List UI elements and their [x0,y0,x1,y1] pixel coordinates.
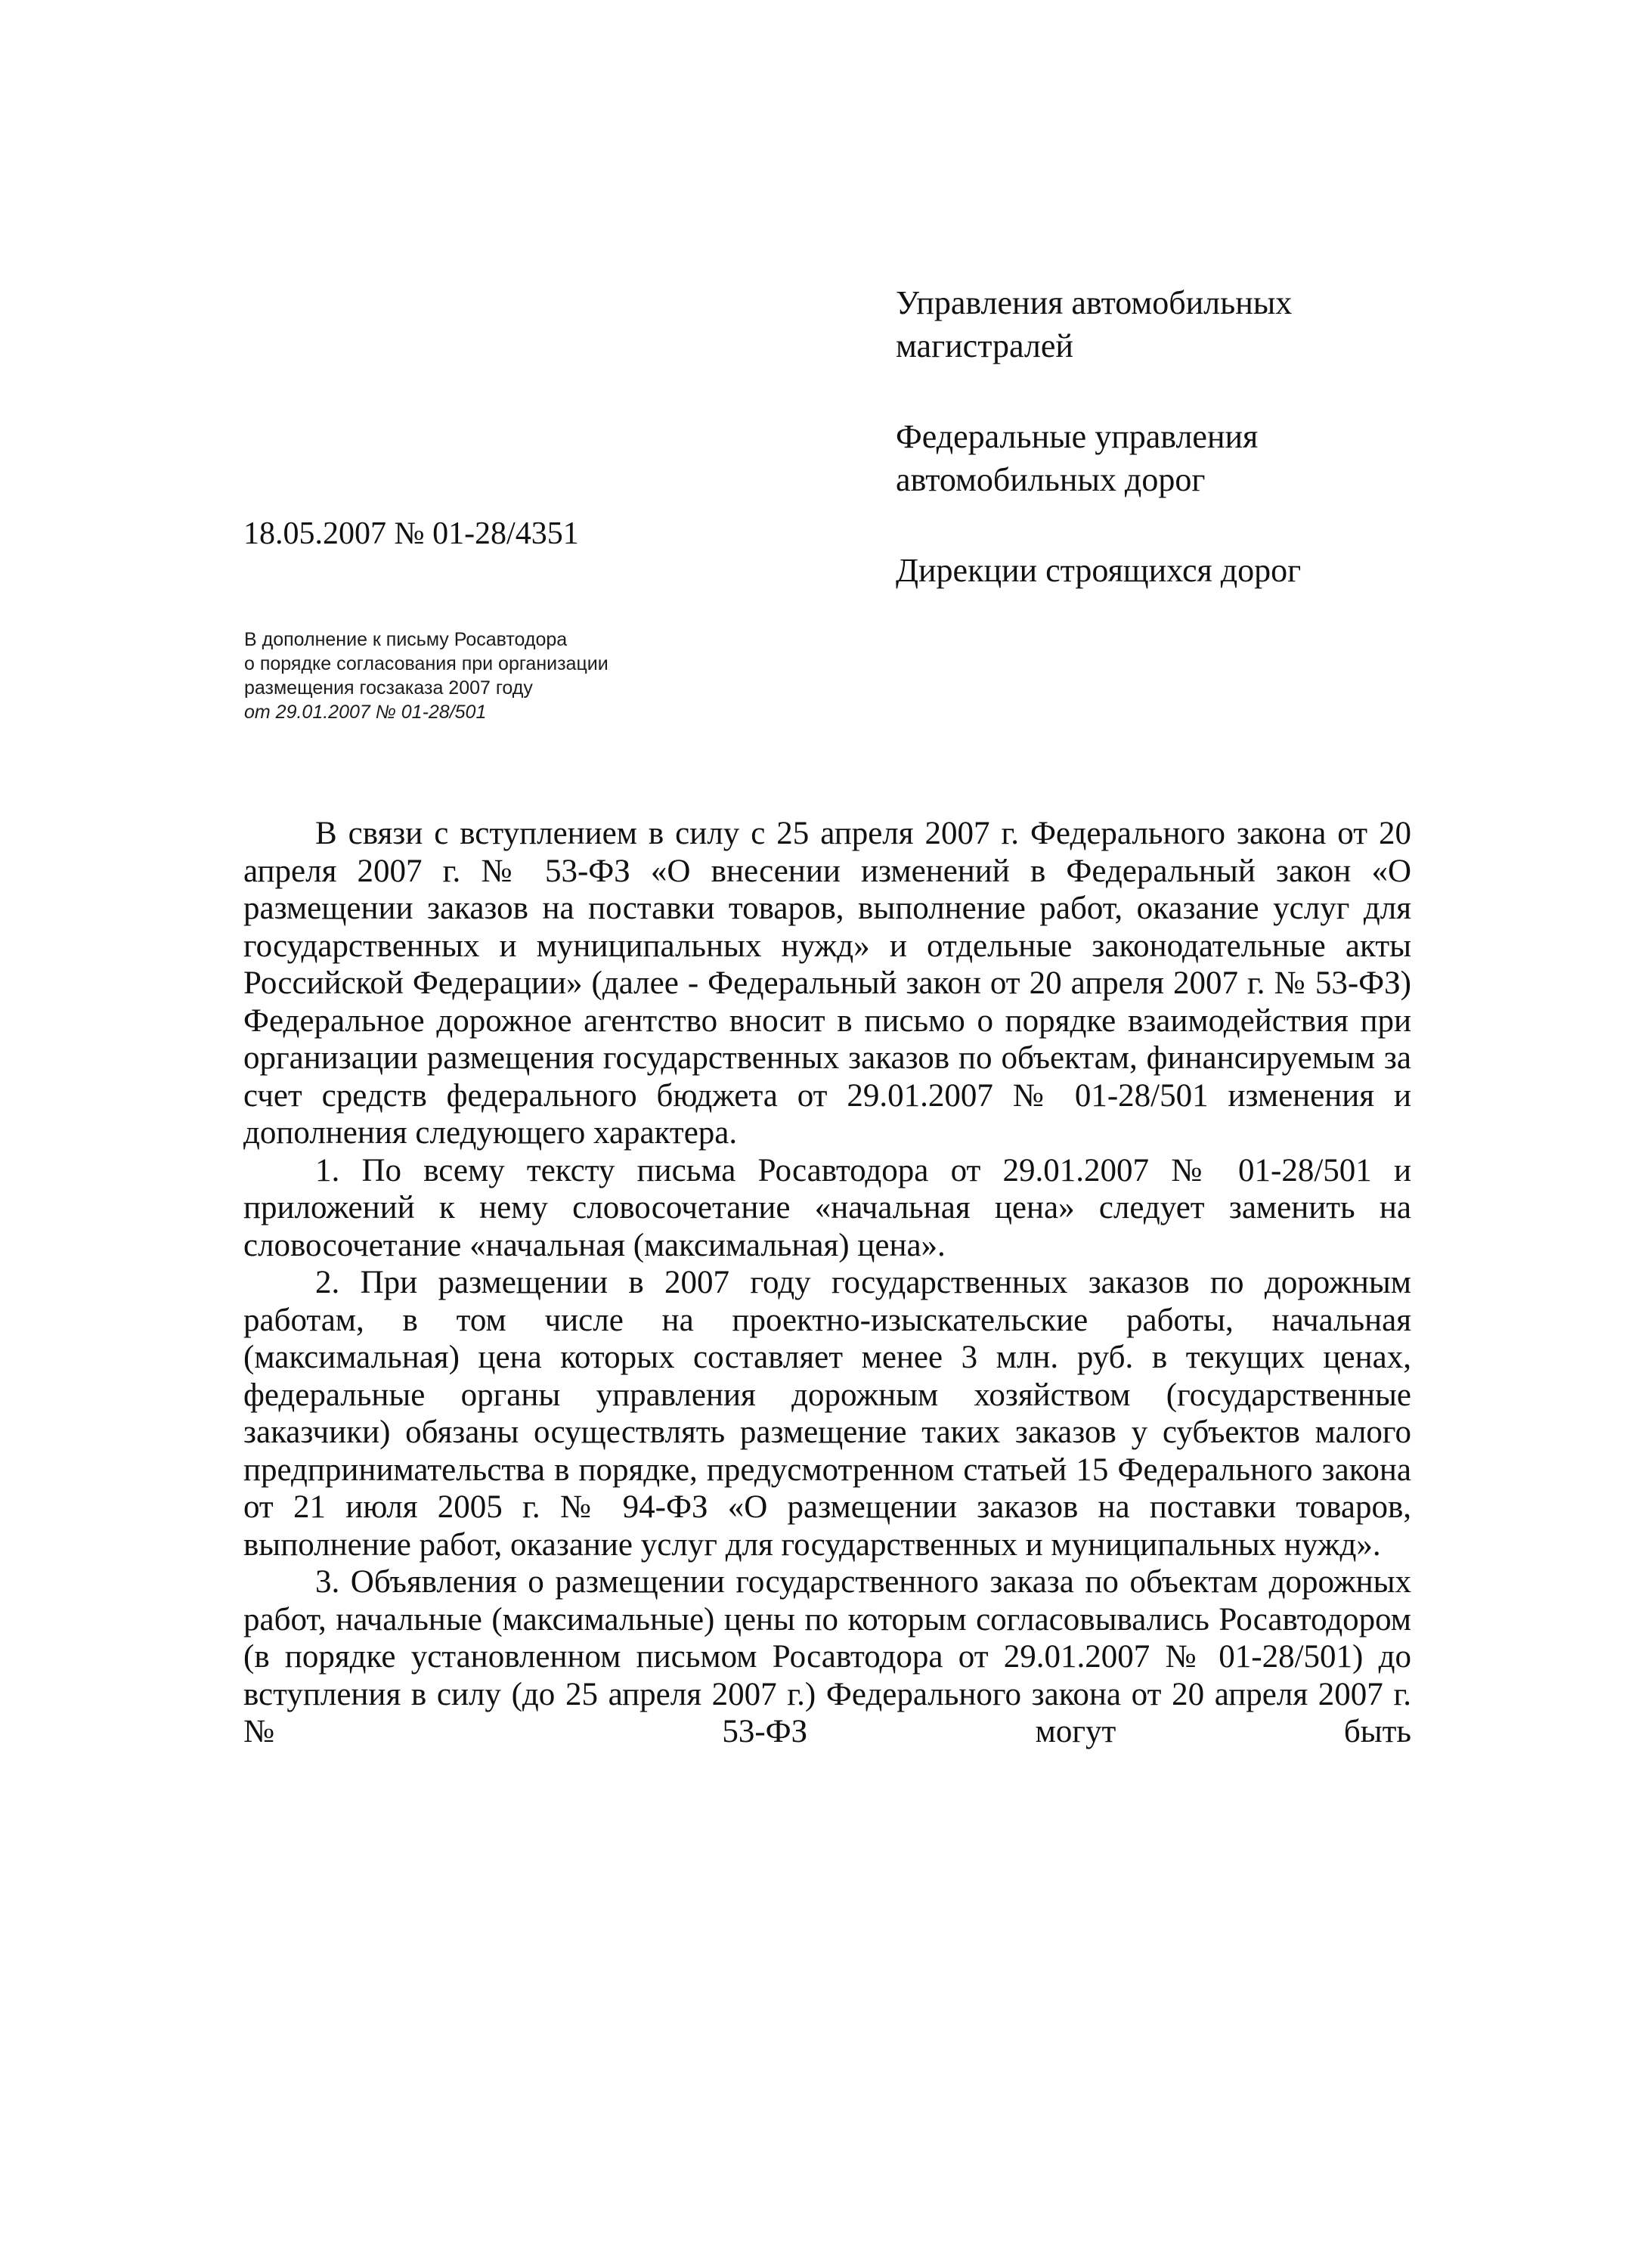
addressee-block [896,281,1546,592]
item-2-paragraph: 2. При размещении в 2007 году государственных заказов по дорожным работам, в том числе на проектно-изыскательские работы, начальная (максимальная) цена которых составляет менее 3 млн. руб. в текущих ценах, федеральные органы управления дорожным хозяйством (государственные заказчики) обязаны осуществлять размещение таких заказов у субъектов малого предпринимательства в порядке, предусмотренном статьей 15 Федерального закона от 21 июля 2005 г. № 94-ФЗ «О размещении заказов на поставки товаров, выполнение работ, оказание услуг для государственных и муниципальных нужд». [243,1265,1411,1563]
subject-block [244,627,728,724]
item-1-paragraph: 1. По всему тексту письма Росавтодора от 29.01.2007 № 01-28/501 и приложений к нему словосочетание «начальная цена» следует заменить на словосочетание «начальная (максимальная) цена». [243,1152,1411,1263]
item-3-paragraph: 3. Объявления о размещении государственного заказа по объектам дорожных работ, начальные (максимальные) цены по которым согласовывались Росавтодором (в порядке установленном письмом Росавтодора от 29.01.2007 № 01-28/501) до вступления в силу (до 25 апреля 2007 г.) Федерального закона от 20 апреля 2007 г. № 53-ФЗ могут быть [243,1564,1411,1749]
letter-body [243,815,1411,1751]
intro-paragraph: В связи с вступлением в силу с 25 апреля 2007 г. Федерального закона от 20 апреля 2007 г. № 53-ФЗ «О внесении изменений в Федеральный закон «О размещении заказов на поставки товаров, выполнение работ, оказание услуг для государственных и муниципальных нужд» и отдельные законодательные акты Российской Федерации» (далее - Федеральный закон от 20 апреля 2007 г. № 53-ФЗ) Федеральное дорожное агентство вносит в письмо о порядке взаимодействия при организации размещения государственных заказов по объектам, финансируемым за счет средств федерального бюджета от 29.01.2007 № 01-28/501 изменения и дополнения следующего характера. [243,816,1411,1151]
addressee-federal-road-administrations: Федеральные управления автомобильных дорог [896,418,1259,498]
addressee-construction-directorates: Дирекции строящихся дорог [896,552,1302,589]
subject-line: В дополнение к письму Росавтодора [244,629,568,650]
addressee-highway-administrations: Управления автомобильных магистралей [896,284,1293,364]
subject-line: размещения госзаказа 2007 году [244,677,533,699]
subject-line: о порядке согласования при организации [244,653,609,674]
subject-line: от 29.01.2007 № 01-28/501 [244,702,487,723]
letter-date-number: 18.05.2007 № 01-28/4351 [243,516,579,551]
